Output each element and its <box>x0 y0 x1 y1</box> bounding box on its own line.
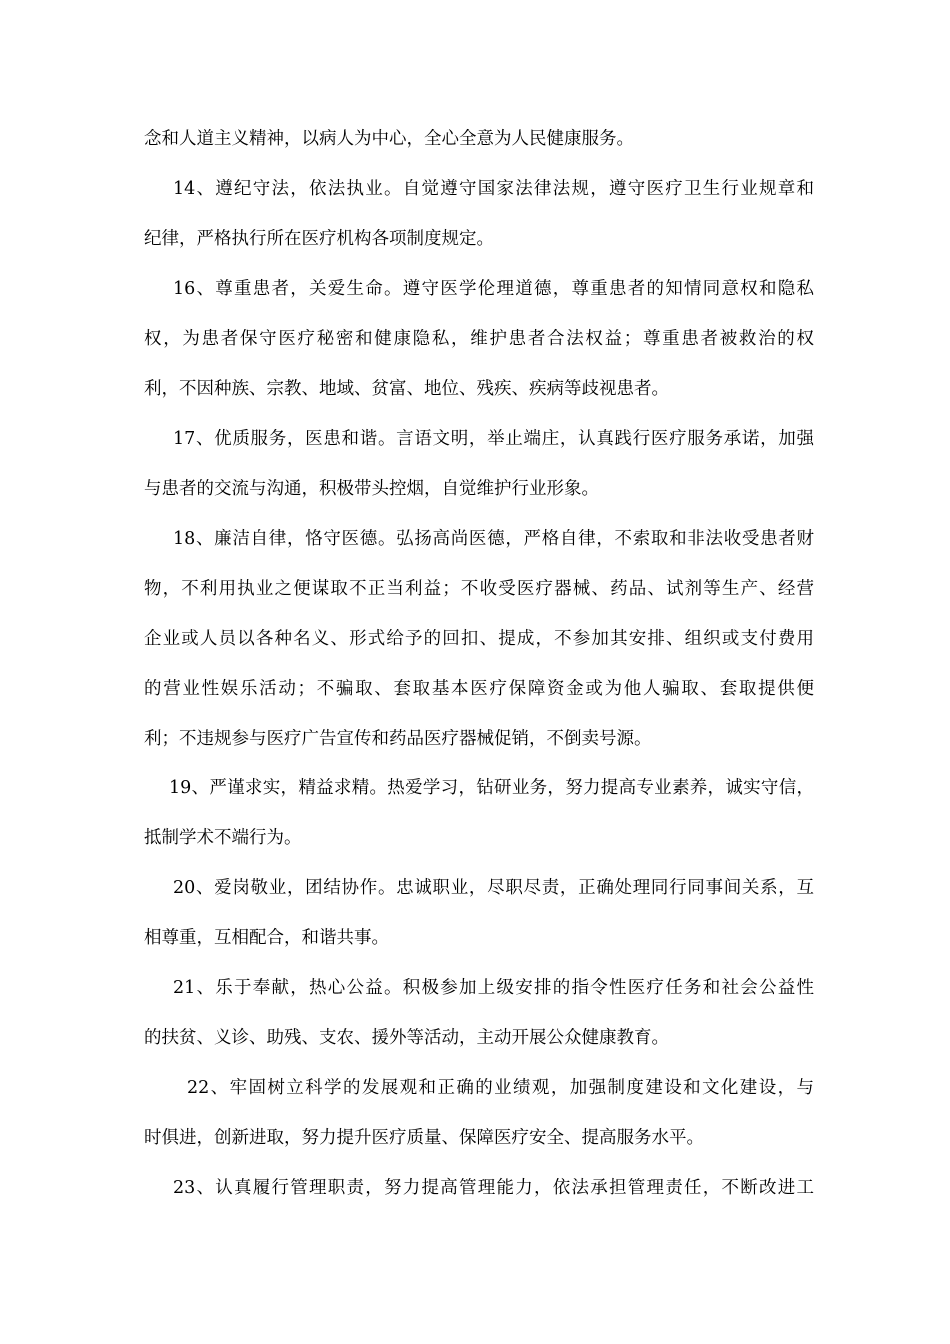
paragraph-18-line-2: 物，不利用执业之便谋取不正当利益；不收受医疗器械、药品、试剂等生产、经营 <box>144 579 814 599</box>
paragraph-14-line-2: 纪律，严格执行所在医疗机构各项制度规定。 <box>144 229 494 249</box>
paragraph-18-line-3: 企业或人员以各种名义、形式给予的回扣、提成，不参加其安排、组织或支付费用 <box>144 629 814 649</box>
paragraph-16-line-3: 利，不因种族、宗教、地域、贫富、地位、残疾、疾病等歧视患者。 <box>144 379 669 399</box>
paragraph-17-line-1: 17、优质服务，医患和谐。言语文明，举止端庄，认真践行医疗服务承诺，加强 <box>173 429 814 449</box>
paragraph-22-line-1: 22、牢固树立科学的发展观和正确的业绩观，加强制度建设和文化建设，与 <box>187 1078 814 1098</box>
paragraph-18-line-1: 18、廉洁自律，恪守医德。弘扬高尚医德，严格自律，不索取和非法收受患者财 <box>173 529 814 549</box>
paragraph-21-line-1: 21、乐于奉献，热心公益。积极参加上级安排的指令性医疗任务和社会公益性 <box>173 978 814 998</box>
paragraph-18-line-4: 的营业性娱乐活动；不骗取、套取基本医疗保障资金或为他人骗取、套取提供便 <box>144 679 814 699</box>
paragraph-18-line-5: 利；不违规参与医疗广告宣传和药品医疗器械促销，不倒卖号源。 <box>144 729 652 749</box>
text-line: 念和人道主义精神，以病人为中心，全心全意为人民健康服务。 <box>144 129 634 149</box>
paragraph-19-line-2: 抵制学术不端行为。 <box>144 828 302 848</box>
paragraph-20-line-2: 相尊重，互相配合，和谐共事。 <box>144 928 389 948</box>
paragraph-21-line-2: 的扶贫、义诊、助残、支农、援外等活动，主动开展公众健康教育。 <box>144 1028 669 1048</box>
paragraph-19-line-1: 19、严谨求实，精益求精。热爱学习，钻研业务，努力提高专业素养，诚实守信， <box>169 778 814 798</box>
paragraph-14-line-1: 14、遵纪守法，依法执业。自觉遵守国家法律法规，遵守医疗卫生行业规章和 <box>173 179 814 199</box>
paragraph-16-line-1: 16、尊重患者，关爱生命。遵守医学伦理道德，尊重患者的知情同意权和隐私 <box>173 279 814 299</box>
paragraph-17-line-2: 与患者的交流与沟通，积极带头控烟，自觉维护行业形象。 <box>144 479 599 499</box>
paragraph-23-line-1: 23、认真履行管理职责，努力提高管理能力，依法承担管理责任，不断改进工 <box>173 1178 814 1198</box>
paragraph-16-line-2: 权，为患者保守医疗秘密和健康隐私，维护患者合法权益；尊重患者被救治的权 <box>144 329 814 349</box>
paragraph-20-line-1: 20、爱岗敬业，团结协作。忠诚职业，尽职尽责，正确处理同行同事间关系，互 <box>173 878 814 898</box>
paragraph-22-line-2: 时俱进，创新进取，努力提升医疗质量、保障医疗安全、提高服务水平。 <box>144 1128 704 1148</box>
